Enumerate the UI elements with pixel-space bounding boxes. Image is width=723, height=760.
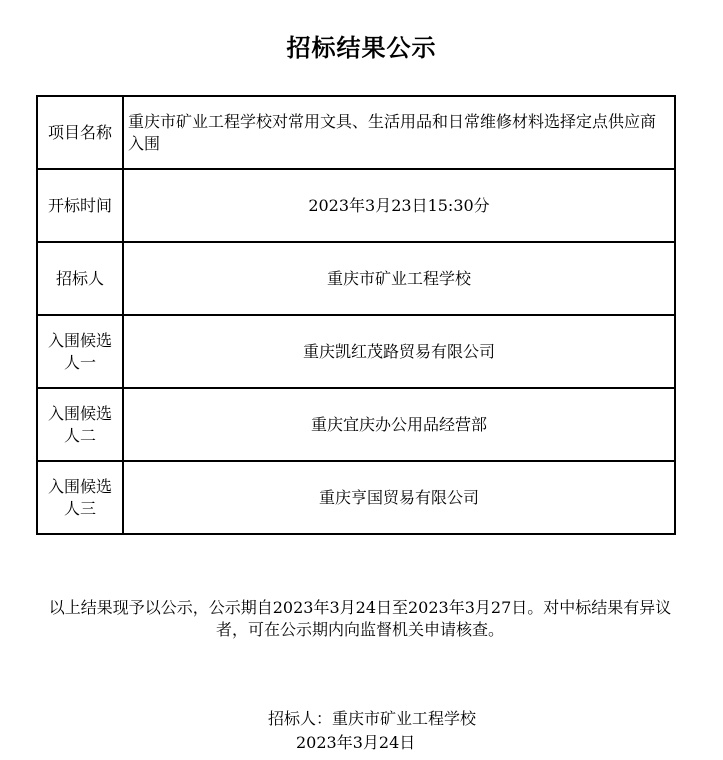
table-row-candidate-3 bbox=[37, 461, 675, 534]
page-title: 招标结果公示 bbox=[286, 34, 437, 62]
table-row-open-time bbox=[37, 169, 675, 242]
project-name-value: 重庆市矿业工程学校对常用文具、生活用品和日常维修材料选择定点供应商入围 bbox=[123, 96, 675, 169]
tenderer-value: 重庆市矿业工程学校 bbox=[123, 242, 675, 315]
table-row-project bbox=[37, 96, 675, 169]
candidate-2-label: 入围候选人二 bbox=[37, 388, 123, 461]
table-row-candidate-1 bbox=[37, 315, 675, 388]
table-row-tenderer bbox=[37, 242, 675, 315]
signature-block bbox=[268, 707, 476, 755]
project-name-label: 项目名称 bbox=[37, 96, 123, 169]
candidate-2-value: 重庆宜庆办公用品经营部 bbox=[123, 388, 675, 461]
publicity-notice: 以上结果现予以公示，公示期自2023年3月24日至2023年3月27日。对中标结果有异议者，可在公示期内向监督机关申请核查。 bbox=[48, 598, 672, 639]
open-time-value: 2023年3月23日15:30分 bbox=[123, 169, 675, 242]
candidate-3-label: 入围候选人三 bbox=[37, 461, 123, 534]
candidate-1-value: 重庆凯红茂路贸易有限公司 bbox=[123, 315, 675, 388]
candidate-1-label: 入围候选人一 bbox=[37, 315, 123, 388]
table-row-candidate-2 bbox=[37, 388, 675, 461]
bid-result-table bbox=[36, 95, 676, 535]
signature-date: 2023年3月24日 bbox=[296, 733, 416, 752]
open-time-label: 开标时间 bbox=[37, 169, 123, 242]
signature-tenderer: 招标人：重庆市矿业工程学校 bbox=[268, 709, 477, 728]
tenderer-label: 招标人 bbox=[37, 242, 123, 315]
candidate-3-value: 重庆亨国贸易有限公司 bbox=[123, 461, 675, 534]
